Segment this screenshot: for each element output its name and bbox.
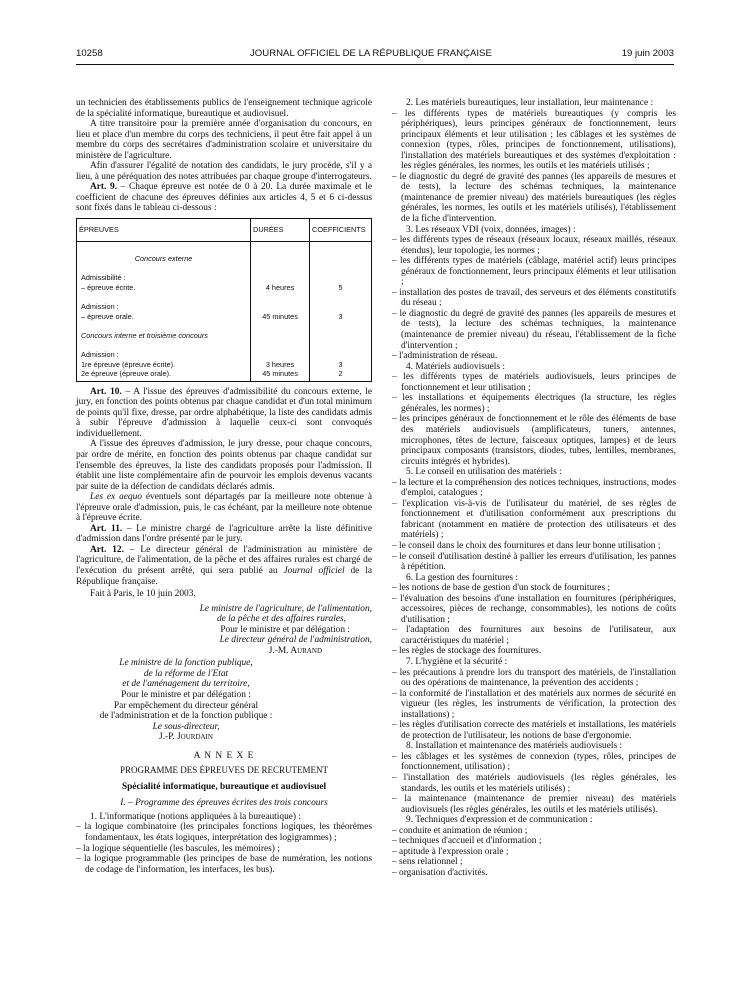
- section-title: I. – Programme des épreuves écrites des trois concours: [120, 798, 328, 809]
- table-row-label: – épreuve orale.: [81, 311, 134, 321]
- list-item: – la logique combinatoire (les principales fonctions logiques, les théorèmes fondamentaux, les états logiques, interprétation des logigrammes) ;: [76, 822, 372, 843]
- table-group-title: Concours interne et troisième concours: [81, 331, 208, 341]
- journal-title: JOURNAL OFFICIEL DE LA RÉPUBLIQUE FRANÇAISE: [250, 48, 492, 59]
- epreuves-cell: [77, 242, 251, 382]
- epreuves-table: [76, 218, 372, 382]
- list-heading: 7. L'hygiène et la sécurité :: [406, 656, 508, 667]
- list-item: – aptitude à l'expression orale ;: [392, 846, 509, 857]
- right-column: [392, 98, 676, 878]
- list-item: – les précautions à prendre lors du transport des matériels, de l'installation ou des opérations de maintenance, la prévention des accidents ;: [392, 667, 676, 689]
- signature-block-2: [76, 658, 296, 742]
- list-heading: 8. Installation et maintenance des matériels audiovisuels :: [406, 741, 623, 752]
- list-item: – les différents types de matériels audiovisuels, leurs principes de fonctionnement et leur utilisation ;: [392, 372, 676, 393]
- issue-date: 19 juin 2003: [621, 48, 674, 59]
- list-heading: 6. La gestion des fournitures :: [406, 572, 518, 583]
- list-item: – l'adaptation des fournitures aux besoins de l'utilisateur, aux caractéristiques du matériel ;: [392, 625, 676, 646]
- article-text: – Le ministre chargé de l'agriculture arrête la liste définitive d'admission dans l'ordre présenté par le jury.: [76, 523, 372, 545]
- article-text: – Chaque épreuve est notée de 0 à 20. La durée maximale et le coefficient de chacune des épreuves définies aux articles 4, 5 et 6 ci-dessus sont fixés dans le tableau ci-dessous :: [76, 182, 372, 214]
- list-item: – les règles de stockage des fournitures.: [392, 646, 542, 657]
- article-9: [76, 182, 372, 214]
- coefficient: 3: [338, 359, 343, 369]
- article-10: [76, 387, 372, 440]
- table-group-title: Concours externe: [134, 254, 193, 264]
- paragraph: A l'issue des épreuves d'admission, le jury dresse, pour chaque concours, par ordre de mérite, en fonction des points obtenus par chaque candidat sur l'ensemble des épreuves, la liste des candidats proposés pour l'admission. Il établit une liste complémentaire afin de pourvoir les emplois devenus vacants par suite de la défection de candidats déclarés admis.: [76, 439, 372, 492]
- signature-block-1: [76, 604, 372, 657]
- duration: 4 heures: [265, 282, 295, 292]
- list-item: – les installations et équipements électriques (la structure, les règles générales, les normes) ;: [392, 393, 676, 414]
- list-heading: 1. L'informatique (notions appliquées à la bureautique) :: [90, 811, 302, 822]
- signature-line: Le directeur général de l'administration,: [219, 635, 372, 646]
- list-item: – la lecture et la compréhension des notices techniques, instructions, modes d'emploi, catalogues ;: [392, 477, 676, 499]
- list-item: – les règles d'utilisation correcte des matériels et installations, les matériels de protection de l'utilisateur, les notions de base d'ergonomie.: [392, 720, 676, 741]
- column-header: COEFFICIENTS: [310, 219, 372, 242]
- duration: 3 heures: [265, 359, 295, 369]
- list-heading: 9. Techniques d'expression et de communication :: [406, 815, 593, 826]
- list-item: – l'administration de réseau.: [392, 351, 498, 362]
- article-text: – Le directeur général de l'administration au ministère de l'agriculture, de l'alimentation, de la pêche et des affaires rurales est chargé de l'exécution du présent arrêté, qui sera publié au: [76, 544, 372, 576]
- list-item: – la logique séquentielle (les bascules, les mémoires) ;: [76, 843, 280, 854]
- article-label: Art. 10.: [90, 386, 122, 397]
- table-body: [77, 242, 372, 382]
- list-item: – l'explication vis-à-vis de l'utilisateur du matériel, de ses règles de fonctionnement et d'utilisation conformément aux prescriptions du fabricant (notamment en matière de protection des utilisateurs et des matériels) ;: [392, 498, 676, 541]
- page-header: [76, 48, 674, 62]
- list-item: – le diagnostic du degré de gravité des pannes (les appareils de mesures et de tests), la lecture des schémas techniques, la maintenance (maintenance de premier niveau) des matériels bureautiques (les règles générales, les normes, les outils et les matériels utilisés), l'établissement de la fiche d'intervention.: [392, 171, 676, 225]
- signature-line: Le ministre de la fonction publique,: [119, 658, 253, 669]
- date-line: Fait à Paris, le 10 juin 2003.: [90, 589, 196, 600]
- table-row-label: 2e épreuve (épreuve orale).: [81, 369, 172, 379]
- list-item: – le conseil d'utilisation destiné à pallier les erreurs d'utilisation, les pannes à répétition.: [392, 551, 676, 573]
- table-label: Admission :: [81, 350, 119, 360]
- list-item: – organisation d'activités.: [392, 867, 488, 878]
- list-item: – la logique programmable (les principes de base de numération, les notions de codage de l'information, les interfaces, les bus).: [76, 854, 372, 875]
- signature-line: Pour le ministre et par délégation :: [220, 624, 350, 635]
- table-row-label: – épreuve écrite.: [81, 282, 136, 292]
- list-item: – les différents types de matériels bureautiques (y compris les périphériques), leurs principes généraux de fonctionnement, leurs principaux éléments et leur utilisation ; les câblages et les systèmes de connexion (types, rôles, principes de fonctionnement, utilisations), l'installation des matériels bureautiques et des systèmes d'exploitation : les règles générales, les normes, les outils et les matériels utilisés ;: [392, 108, 676, 172]
- table-label: Admission :: [81, 302, 119, 312]
- list-item: – les câblages et les systèmes de connexion (types, rôles, principes de fonctionnement, utilisation) ;: [392, 751, 676, 773]
- paragraph-text: éventuels sont départagés par la meilleure note obtenue à l'épreuve orale d'admission, puis, le cas échéant, par la meilleure note obtenue à l'épreuve écrite.: [76, 492, 372, 524]
- header-rule: [76, 64, 674, 65]
- annex-title: A N N E X E: [193, 750, 255, 761]
- table-row-label: 1re épreuve (épreuve écrite).: [81, 359, 176, 369]
- signature-line: Pour le ministre et par délégation :: [121, 689, 251, 700]
- article-label: Art. 11.: [90, 523, 123, 534]
- coefficient: 2: [338, 369, 343, 379]
- list-item: – sens relationnel ;: [392, 857, 463, 868]
- table-label: Admissibilité :: [81, 273, 126, 283]
- durees-cell: [251, 242, 310, 382]
- signature-line: de la pêche et des affaires rurales,: [216, 614, 346, 625]
- list-item: – la conformité de l'installation et des matériels aux normes de sécurité en vigueur (les règles, les instruments de vérification, la protection des installations) ;: [392, 688, 676, 720]
- signature-line: de l'administration et de la fonction publique :: [99, 711, 273, 722]
- signature-line: et de l'aménagement du territoire,: [122, 679, 250, 690]
- signature-line: de la réforme de l'Etat: [143, 668, 229, 679]
- list-item: – le conseil dans le choix des fournitures et dans leur bonne utilisation ;: [392, 540, 661, 551]
- coefficients-cell: [310, 242, 372, 382]
- list-item: – conduite et animation de réunion ;: [392, 825, 528, 836]
- paragraph: A titre transitoire pour la première année d'organisation du concours, en lieu et place d'un membre du corps des techniciens, il peut être fait appel à un membre du corps des secrétaires d'administration scolaire et universitaire du ministère de l'agriculture.: [76, 119, 372, 161]
- list-heading: 4. Matériels audiovisuels :: [406, 361, 505, 372]
- signature-line: Le sous-directeur,: [152, 721, 220, 732]
- article-label: Art. 9.: [90, 182, 118, 193]
- signatory-name: J.-M. Aurand: [268, 645, 322, 656]
- duration: 45 minutes: [262, 311, 298, 321]
- page-number: 10258: [76, 48, 103, 59]
- paragraph: [76, 492, 372, 524]
- article-12: [76, 545, 372, 587]
- list-item: – les notions de base de gestion d'un stock de fournitures ;: [392, 583, 611, 594]
- signatory-name: J.-P. Jourdain: [159, 732, 213, 743]
- list-item: – les principes généraux de fonctionnement et le rôle des éléments de base des matériels audiovisuels (amplificateurs, tuners, antennes, microphones, têtes de lecture, faisceaux optiques, lampes) et de leurs principaux composants (transistors, diodes, tubes, lentilles, membranes, circuits intégrés et hybrides).: [392, 414, 676, 467]
- column-header: DURÉES: [251, 219, 310, 242]
- list-item: – la maintenance (maintenance de premier niveau) des matériels audiovisuels (les règles générales, les outils et les matériels utilisés).: [392, 794, 676, 815]
- list-heading: 3. Les réseaux VDI (voix, données, images) :: [406, 224, 576, 235]
- table-header-row: [77, 219, 372, 242]
- italic-text: Journal officiel: [283, 565, 345, 576]
- list-item: – les différents types de matériels (câblage, matériel actif) leurs principes généraux de fonctionnement, leurs principaux éléments et leur utilisation ;: [392, 256, 676, 288]
- article-label: Art. 12.: [90, 544, 124, 555]
- paragraph: un technicien des établissements publics de l'enseignement technique agricole de la spécialité informatique, bureautique et audiovisuel.: [76, 98, 372, 119]
- left-column: [76, 98, 372, 875]
- list-item: – techniques d'accueil et d'information ;: [392, 836, 542, 847]
- signature-line: Le ministre de l'agriculture, de l'alimentation,: [199, 603, 372, 614]
- article-11: [76, 524, 372, 545]
- list-item: – les différents types de réseaux (réseaux locaux, réseaux maillés, réseaux étendus), leur topologie, les normes ;: [392, 235, 676, 256]
- paragraph: Afin d'assurer l'égalité de notation des candidats, le jury procède, s'il y a lieu, à une péréquation des notes attribuées par chaque groupe d'interrogateurs.: [76, 161, 372, 182]
- signature-line: Par empêchement du directeur général: [113, 700, 259, 711]
- article-text: de la République française.: [76, 565, 372, 587]
- list-item: – l'installation des matériels audiovisuels (les règles générales, les standards, les outils et les matériels utilisés) ;: [392, 773, 676, 794]
- list-item: – l'évaluation des besoins d'une installation en fournitures (périphériques, accessoires, pièces de rechange, consommables), les notions de coûts d'utilisation ;: [392, 593, 676, 625]
- column-header: ÉPREUVES: [77, 219, 251, 242]
- coefficient: 3: [338, 311, 343, 321]
- article-text: – A l'issue des épreuves d'admissibilité du concours externe, le jury, en fonction des points obtenus par chaque candidat et d'un total minimum de points qu'il fixe, dresse, par ordre alphabétique, la liste des candidats admis à subir l'épreuve d'admission à laquelle ceux-ci sont convoqués individuellement.: [76, 386, 372, 439]
- list-heading: 2. Les matériels bureautiques, leur installation, leur maintenance :: [406, 98, 654, 108]
- italic-text: Les ex aequo: [90, 492, 142, 503]
- list-item: – installation des postes de travail, des serveurs et des éléments constitutifs du réseau ;: [392, 287, 676, 309]
- list-item: – le diagnostic du degré de gravité des pannes (les appareils de mesures et de tests), la lecture des schémas techniques, la maintenance (maintenance de premier niveau) du réseau, l'établissement de la fiche d'intervention ;: [392, 308, 676, 351]
- list-heading: 5. Le conseil en utilisation des matériels :: [406, 467, 562, 478]
- programme-title: PROGRAMME DES ÉPREUVES DE RECRUTEMENT: [119, 765, 328, 776]
- specialite-title: Spécialité informatique, bureautique et audiovisuel: [121, 781, 327, 792]
- duration: 45 minutes: [262, 369, 298, 379]
- coefficient: 5: [338, 282, 343, 292]
